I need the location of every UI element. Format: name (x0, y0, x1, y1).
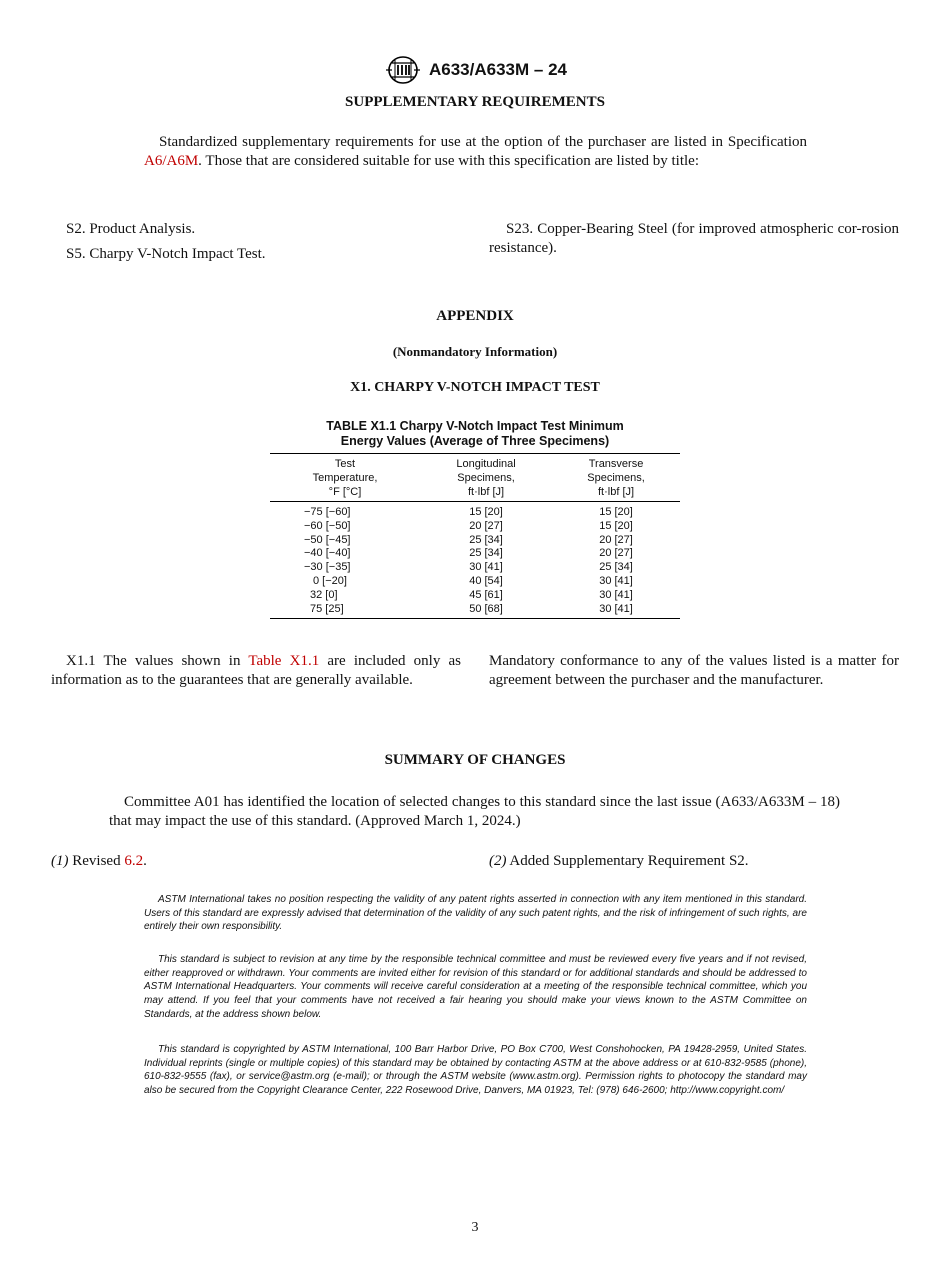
cell-text: 75 [25] (310, 602, 344, 615)
header-text: Longitudinal (456, 458, 516, 470)
cell-text: 0 [−20] (313, 574, 347, 587)
table-row (270, 534, 680, 548)
header-transverse (552, 454, 680, 502)
notice-text: This standard is subject to revision at any time by the responsible technical committee and must be reviewed every five years and if not revised, either reapproved or withdrawn. Your comments are invited either for revision of this standard or for additional standards and should be addressed to ASTM International Headquarters. Your comments will receive careful consideration at a meeting of the responsible technical committee, which you may attend. If you feel that your comments have not received a fair hearing you should make your views known to the ASTM Committee on Standards, at the address shown below. (144, 954, 807, 1020)
table-cell: 20 [27] (599, 547, 633, 560)
cell-text: −50 [−45] (304, 533, 351, 546)
summary-body: Committee A01 has identified the location of selected changes to this standard since the last issue (A633/A633M – 18) that may impact the use of this standard. (Approved March 1, 2024.) (109, 794, 840, 829)
table-cell: 15 [20] (469, 506, 503, 518)
page-number: 3 (471, 1220, 479, 1235)
table-cell: 30 [41] (599, 588, 633, 601)
astm-logo-icon (383, 54, 423, 86)
spec-link-a6[interactable]: A6/A6M (144, 152, 199, 169)
table-cell: 40 [54] (469, 574, 503, 587)
table-row (270, 589, 680, 603)
table-cell: 30 [41] (552, 603, 680, 619)
change-number: (2) (489, 853, 507, 869)
requirement-item-s5: S5. Charpy V-Notch Impact Test. (66, 246, 266, 262)
table-row (270, 561, 680, 575)
cell-text: −30 [−35] (304, 561, 351, 574)
header-text: ft·lbf [J] (598, 486, 635, 498)
table-cell: 30 [41] (469, 561, 503, 574)
table-cell: 25 [34] (469, 547, 503, 560)
table-cell (270, 575, 420, 589)
table-cell (270, 561, 420, 575)
table-cell: 30 [41] (599, 574, 633, 587)
paragraph-x1-1 (51, 652, 461, 689)
appendix-subtitle: (Nonmandatory Information) (392, 344, 558, 359)
change-item-1 (51, 852, 451, 871)
notice-text: ASTM International takes no position respecting the validity of any patent rights asserted in connection with any item mentioned in this standard. Users of this standard are expressly advised that determination of the validity of any such patent rights, and the risk of infringement of such rights, are entirely their own responsibility. (144, 894, 807, 933)
table-title-line2: Energy Values (Average of Three Specimens) (340, 434, 610, 448)
table-cell: 25 [34] (469, 533, 503, 546)
table-cell: 25 [34] (599, 561, 633, 574)
table-cell: 15 [20] (599, 519, 633, 532)
change-text: Revised (68, 853, 125, 869)
table-cell (270, 502, 420, 520)
change-number: (1) (51, 853, 69, 869)
table-cell: 20 [27] (599, 533, 633, 546)
header-text: Specimens, (587, 472, 645, 484)
change-item-2 (489, 852, 899, 871)
header-longitudinal (420, 454, 552, 502)
requirement-item-s2: S2. Product Analysis. (66, 221, 196, 237)
supplementary-intro (144, 133, 807, 170)
appendix-section-title: X1. CHARPY V-NOTCH IMPACT TEST (350, 380, 600, 395)
table-cell: 50 [68] (420, 603, 552, 619)
appendix-heading: APPENDIX (436, 308, 514, 324)
header-text: Transverse (588, 458, 644, 470)
table-cell (270, 547, 420, 561)
paragraph-x1-1-text-end: are included only as information as to the guarantees that are generally available. (51, 653, 462, 688)
document-id: A633/A633M – 24 (429, 60, 567, 79)
paragraph-x1-1-continued: Mandatory conformance to any of the values listed is a matter for agreement between the purchaser and the manufacturer. (489, 653, 899, 688)
page-header (0, 54, 950, 84)
header-text: Test (334, 458, 356, 470)
notice-text: This standard is copyrighted by ASTM International, 100 Barr Harbor Drive, PO Box C700, West Conshohocken, PA 19428-2959, United States. Individual reprints (single or multiple copies) of this standard may be obtained by contacting ASTM at the above address or at 610-832-9585 (phone), 610-832-9555 (fax), or service@astm.org (e-mail); or through the ASTM website (www.astm.org). Permission rights to photocopy the standard may also be secured from the Copyright Clearance Center, 222 Rosewood Drive, Danvers, MA 01923, Tel: (978) 646-2600; http://www.copyright.com/ (144, 1044, 807, 1097)
patent-notice (144, 893, 807, 934)
table-cell (270, 603, 420, 619)
change-text-end: . (143, 853, 147, 869)
table-title-line1: TABLE X1.1 Charpy V-Notch Impact Test Minimum (326, 419, 624, 433)
cell-text: 32 [0] (310, 588, 338, 601)
table-cell (270, 589, 420, 603)
table-cell: 15 [20] (599, 506, 633, 518)
cell-text: −40 [−40] (304, 547, 351, 560)
table-x1-1-link[interactable]: Table X1.1 (248, 653, 320, 669)
supplementary-requirements-heading: SUPPLEMENTARY REQUIREMENTS (345, 94, 605, 110)
table-cell (270, 520, 420, 534)
change-text: Added Supplementary Requirement S2. (506, 853, 749, 869)
header-test-temperature (270, 454, 420, 502)
table-cell (270, 534, 420, 548)
header-text: ft·lbf [J] (468, 486, 505, 498)
cell-text: −60 [−50] (304, 519, 351, 532)
supplementary-intro-text: Standardized supplementary requirements for use at the option of the purchaser are listed in Specification (159, 134, 807, 150)
cell-text: −75 [−60] (304, 506, 351, 518)
header-text: Temperature, (312, 472, 378, 484)
section-link-6-2[interactable]: 6.2 (124, 853, 144, 869)
charpy-energy-table (270, 453, 680, 619)
table-cell: 20 [27] (469, 519, 503, 532)
table-title (270, 419, 680, 449)
table-cell: 45 [61] (469, 588, 503, 601)
table-row (270, 575, 680, 589)
summary-of-changes-heading: SUMMARY OF CHANGES (384, 752, 566, 768)
supplementary-intro-text-end: . Those that are considered suitable for use with this specification are listed by title: (198, 152, 700, 169)
revision-notice (144, 953, 807, 1022)
table-row (270, 547, 680, 561)
table-header-row (270, 454, 680, 502)
copyright-notice (144, 1043, 807, 1098)
table-row (270, 603, 680, 619)
header-text: °F [°C] (328, 486, 362, 498)
requirement-item-s23: S23. Copper-Bearing Steel (for improved atmospheric cor-rosion resistance). (489, 221, 899, 256)
header-text: Specimens, (457, 472, 515, 484)
table-row (270, 502, 680, 520)
paragraph-x1-1-text: X1.1 The values shown in (66, 653, 249, 669)
table-row (270, 520, 680, 534)
